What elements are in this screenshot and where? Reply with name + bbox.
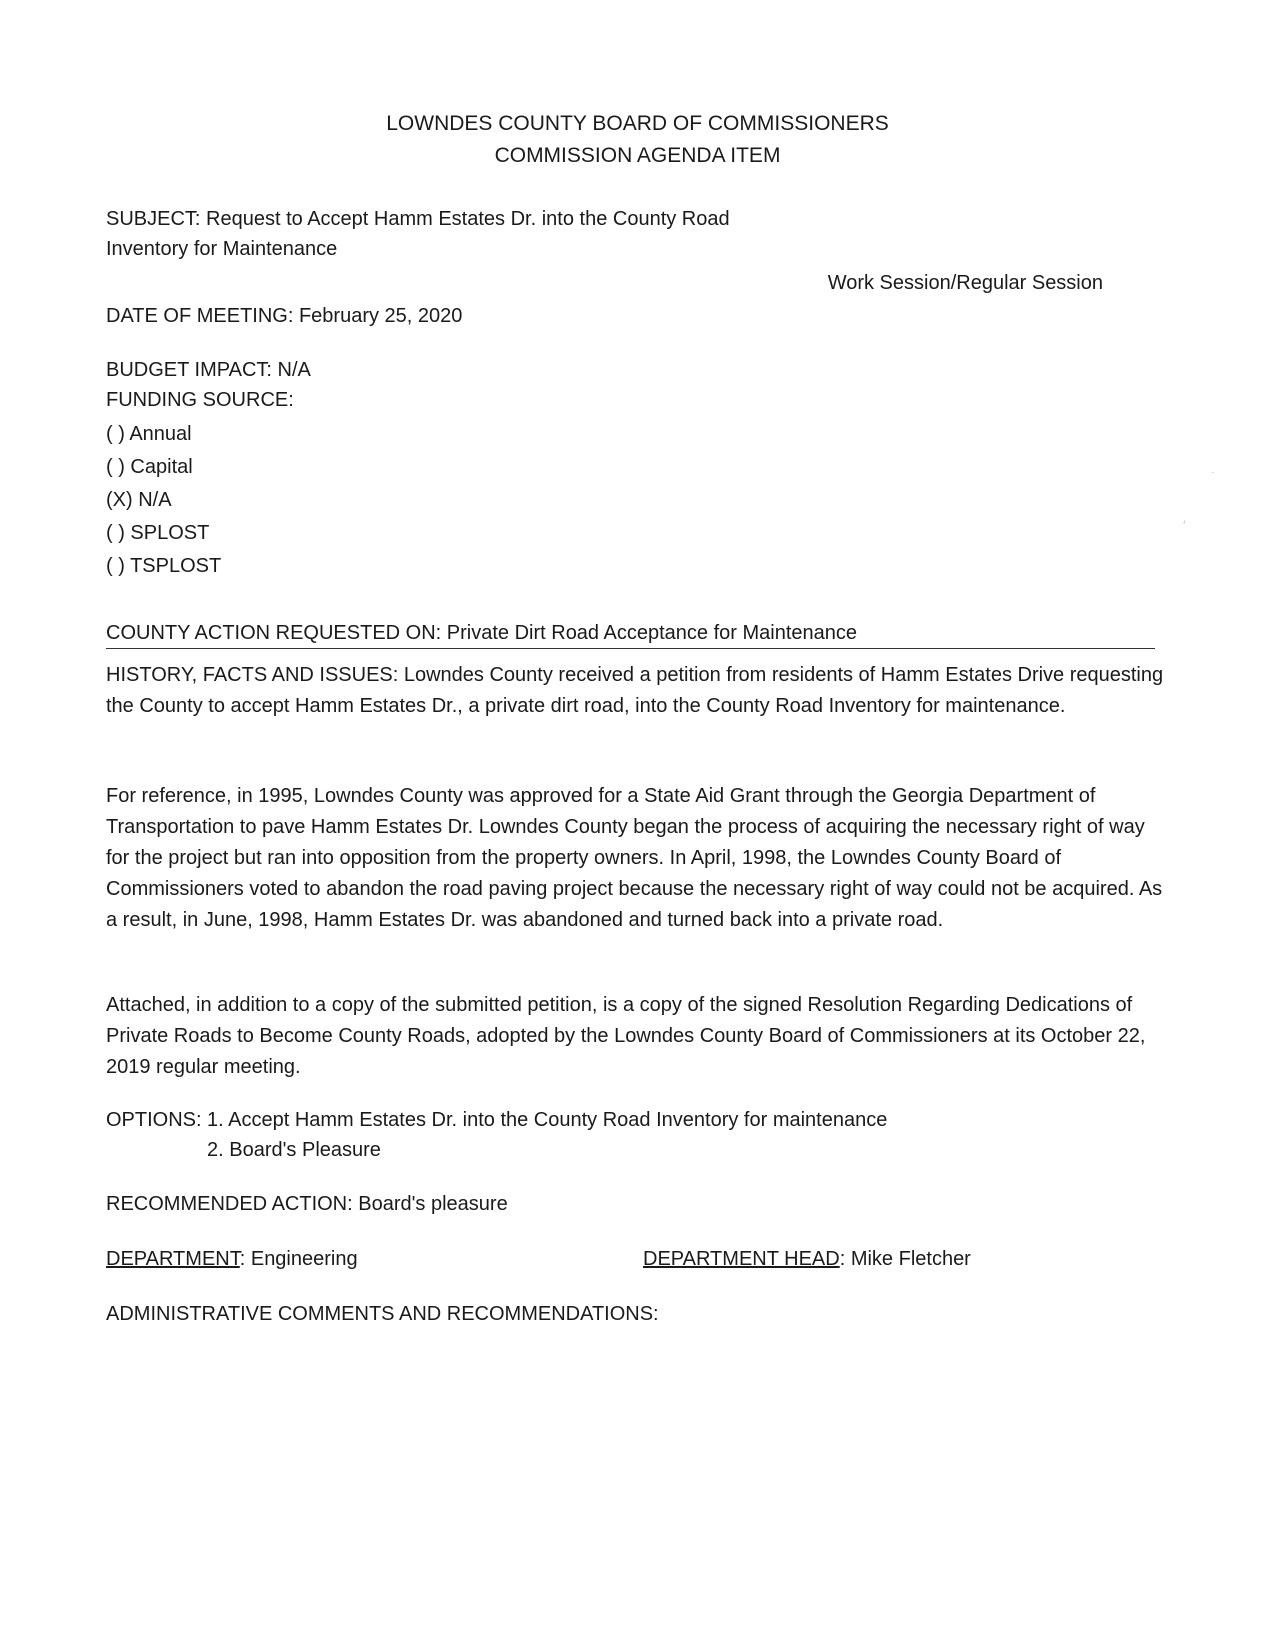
header-line-2: COMMISSION AGENDA ITEM <box>494 144 781 167</box>
session-type: Work Session/Regular Session <box>827 272 1103 294</box>
options-label: OPTIONS: <box>106 1109 202 1131</box>
subject-line-1: SUBJECT: Request to Accept Hamm Estates Dr. into the County Road <box>106 208 730 230</box>
department <box>106 1244 358 1274</box>
funding-option-na: (X) N/A <box>106 489 172 511</box>
county-action-requested: COUNTY ACTION REQUESTED ON: Private Dirt Road Acceptance for Maintenance <box>106 622 857 644</box>
header-title <box>0 108 1275 172</box>
subject-line-2: Inventory for Maintenance <box>106 238 338 260</box>
section-divider <box>106 648 1155 649</box>
scan-speck: ′ <box>1183 517 1186 533</box>
date-of-meeting: DATE OF MEETING: February 25, 2020 <box>106 305 463 327</box>
history-paragraph-3: Attached, in addition to a copy of the submitted petition, is a copy of the signed Resolution Regarding Dedications of Private Roads to Become County Roads, adopted by the Lowndes County Board of Commissioners at its October 22, 2019 regular meeting. <box>106 994 1146 1078</box>
option-item-2: 2. Board's Pleasure <box>207 1139 381 1161</box>
header-line-1: LOWNDES COUNTY BOARD OF COMMISSIONERS <box>386 112 889 135</box>
department-head <box>643 1244 971 1274</box>
recommended-action: RECOMMENDED ACTION: Board's pleasure <box>106 1193 508 1215</box>
funding-option-capital: ( ) Capital <box>106 456 193 478</box>
funding-option-splost: ( ) SPLOST <box>106 522 210 544</box>
department-head-label: DEPARTMENT HEAD <box>643 1248 840 1270</box>
funding-option-tsplost: ( ) TSPLOST <box>106 555 222 577</box>
option-item-1: 1. Accept Hamm Estates Dr. into the County Road Inventory for maintenance <box>207 1109 888 1131</box>
budget-impact: BUDGET IMPACT: N/A <box>106 359 311 381</box>
scan-speck: ˙ <box>1211 469 1216 485</box>
department-value: : Engineering <box>239 1248 358 1270</box>
funding-option-annual: ( ) Annual <box>106 423 192 445</box>
history-paragraph-1: HISTORY, FACTS AND ISSUES: Lowndes County received a petition from residents of Hamm Estates Drive requesting the County to accept Hamm Estates Dr., a private dirt road, into the County Road Inventory for maintenance. <box>106 664 1164 717</box>
funding-source-label: FUNDING SOURCE: <box>106 389 294 411</box>
history-paragraph-2: For reference, in 1995, Lowndes County was approved for a State Aid Grant through the Georgia Department of Transportation to pave Hamm Estates Dr. Lowndes County began the process of acquiring the necessary right of way for the project but ran into opposition from the property owners. In April, 1998, the Lowndes County Board of Commissioners voted to abandon the road paving project because the necessary right of way could not be acquired. As a result, in June, 1998, Hamm Estates Dr. was abandoned and turned back into a private road. <box>106 785 1163 931</box>
department-head-value: : Mike Fletcher <box>839 1248 971 1270</box>
administrative-comments: ADMINISTRATIVE COMMENTS AND RECOMMENDATIONS: <box>106 1303 659 1325</box>
department-label: DEPARTMENT <box>106 1248 240 1270</box>
